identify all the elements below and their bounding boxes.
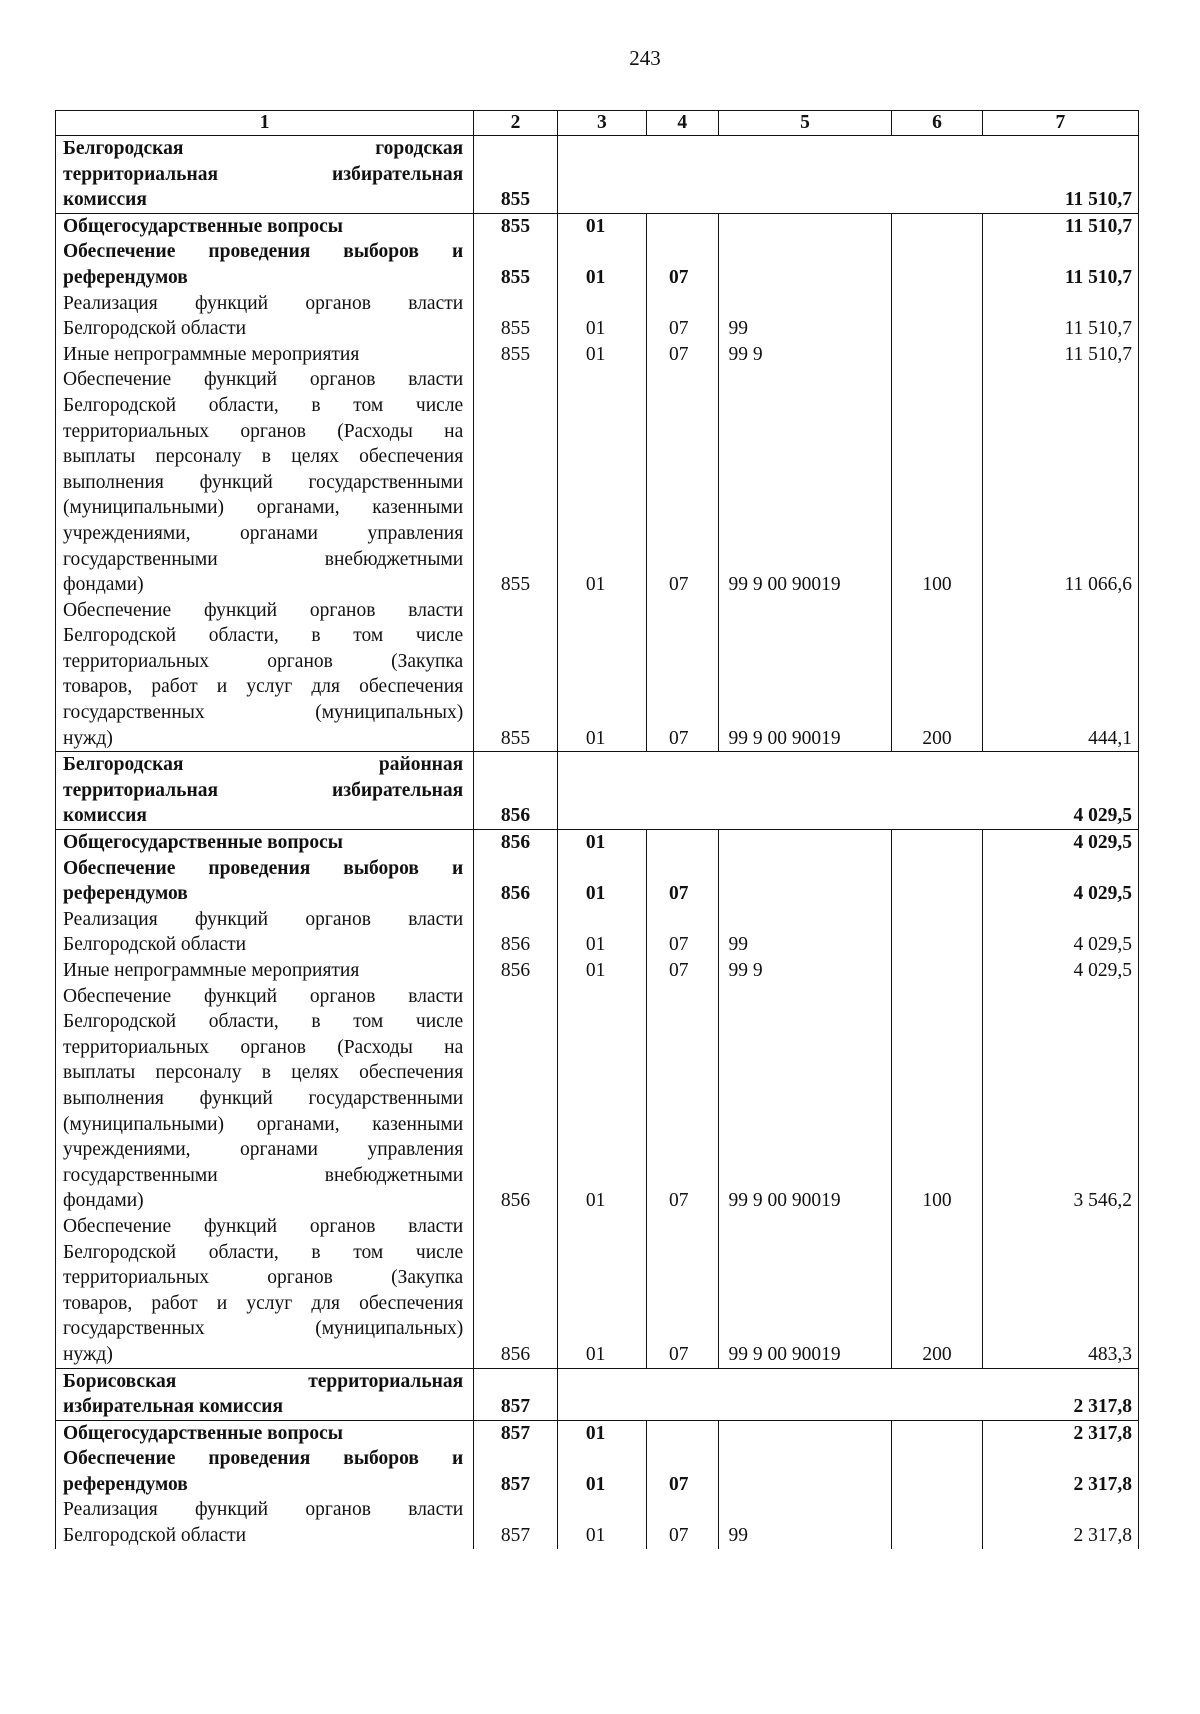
description-line: Белгородская городская bbox=[63, 138, 464, 159]
section-code bbox=[557, 136, 646, 214]
table-row bbox=[56, 958, 1139, 984]
row-description bbox=[56, 1420, 474, 1446]
amount: 3 546,2 bbox=[982, 984, 1138, 1214]
description-line: Реализация функций органов власти bbox=[63, 908, 464, 930]
section-code: 01 bbox=[557, 830, 646, 856]
table-row bbox=[56, 342, 1139, 368]
description-line: Общегосударственные вопросы bbox=[63, 832, 344, 854]
description-line: Общегосударственные вопросы bbox=[63, 215, 344, 237]
table-row bbox=[56, 136, 1139, 214]
section-code: 01 bbox=[557, 239, 646, 290]
amount: 11 510,7 bbox=[982, 213, 1138, 239]
subsection-code: 07 bbox=[647, 367, 719, 597]
admin-code: 855 bbox=[474, 239, 558, 290]
expense-type-code bbox=[892, 1420, 982, 1446]
target-article-code: 99 9 bbox=[718, 342, 892, 368]
section-code: 01 bbox=[557, 1446, 646, 1497]
expense-type-code bbox=[892, 1497, 982, 1548]
section-code: 01 bbox=[557, 958, 646, 984]
row-description bbox=[56, 1368, 474, 1420]
amount: 4 029,5 bbox=[982, 907, 1138, 958]
description-line: выполнения функций государственными bbox=[63, 1087, 464, 1109]
description-line: учреждениями, органами управления bbox=[63, 1139, 464, 1161]
row-description bbox=[56, 213, 474, 239]
description-line: нужд) bbox=[63, 727, 113, 749]
row-description bbox=[56, 367, 474, 597]
subsection-code bbox=[647, 136, 719, 214]
target-article-code: 99 9 00 90019 bbox=[718, 367, 892, 597]
target-article-code bbox=[718, 1368, 892, 1420]
description-line: Обеспечение проведения выборов и bbox=[63, 1448, 464, 1470]
admin-code: 855 bbox=[474, 291, 558, 342]
description-line: государственными внебюджетными bbox=[63, 1164, 464, 1186]
expense-type-code bbox=[892, 752, 982, 830]
budget-table bbox=[55, 110, 1139, 1549]
description-line: Белгородской области, в том числе bbox=[63, 1241, 464, 1263]
description-line: референдумов bbox=[63, 883, 188, 905]
table-row bbox=[56, 367, 1139, 597]
description-line: выплаты персоналу в целях обеспечения bbox=[63, 1062, 464, 1084]
admin-code: 857 bbox=[474, 1368, 558, 1420]
subsection-code bbox=[647, 830, 719, 856]
section-code: 01 bbox=[557, 367, 646, 597]
subsection-code bbox=[647, 213, 719, 239]
row-description bbox=[56, 136, 474, 214]
section-code: 01 bbox=[557, 1214, 646, 1368]
target-article-code: 99 bbox=[718, 291, 892, 342]
description-line: референдумов bbox=[63, 1473, 188, 1495]
row-description bbox=[56, 752, 474, 830]
description-line: (муниципальными) органами, казенными bbox=[63, 497, 464, 519]
amount: 11 510,7 bbox=[982, 239, 1138, 290]
description-line: Обеспечение функций органов власти bbox=[63, 985, 464, 1007]
amount: 2 317,8 bbox=[982, 1497, 1138, 1548]
description-line: комиссия bbox=[63, 189, 147, 211]
description-line: выплаты персоналу в целях обеспечения bbox=[63, 446, 464, 468]
expense-type-code bbox=[892, 239, 982, 290]
description-line: Белгородской области, в том числе bbox=[63, 394, 464, 416]
description-line: учреждениями, органами управления bbox=[63, 522, 464, 544]
subsection-code: 07 bbox=[647, 598, 719, 752]
amount: 11 510,7 bbox=[982, 342, 1138, 368]
subsection-code: 07 bbox=[647, 291, 719, 342]
budget-table-body bbox=[56, 111, 1139, 1549]
subsection-code: 07 bbox=[647, 1214, 719, 1368]
target-article-code: 99 9 00 90019 bbox=[718, 598, 892, 752]
section-code: 01 bbox=[557, 342, 646, 368]
expense-type-code: 100 bbox=[892, 367, 982, 597]
target-article-code bbox=[718, 239, 892, 290]
amount: 11 510,7 bbox=[982, 291, 1138, 342]
target-article-code: 99 9 00 90019 bbox=[718, 984, 892, 1214]
description-line: комиссия bbox=[63, 805, 147, 827]
target-article-code bbox=[718, 1446, 892, 1497]
row-description bbox=[56, 830, 474, 856]
column-header: 7 bbox=[982, 111, 1138, 136]
subsection-code bbox=[647, 1368, 719, 1420]
table-row bbox=[56, 1446, 1139, 1497]
description-line: Белгородской области bbox=[63, 1525, 247, 1547]
section-code bbox=[557, 1368, 646, 1420]
expense-type-code bbox=[892, 830, 982, 856]
description-line: фондами) bbox=[63, 1190, 144, 1212]
row-description bbox=[56, 907, 474, 958]
description-line: территориальная избирательная bbox=[63, 163, 464, 185]
section-code bbox=[557, 752, 646, 830]
expense-type-code bbox=[892, 856, 982, 907]
description-line: (муниципальными) органами, казенными bbox=[63, 1113, 464, 1135]
description-line: Иные непрограммные мероприятия bbox=[63, 960, 360, 981]
admin-code: 855 bbox=[474, 598, 558, 752]
subsection-code: 07 bbox=[647, 907, 719, 958]
description-line: государственных (муниципальных) bbox=[63, 702, 464, 724]
subsection-code bbox=[647, 752, 719, 830]
subsection-code: 07 bbox=[647, 342, 719, 368]
row-description bbox=[56, 1214, 474, 1368]
table-row bbox=[56, 907, 1139, 958]
admin-code: 855 bbox=[474, 342, 558, 368]
table-row bbox=[56, 830, 1139, 856]
expense-type-code bbox=[892, 1446, 982, 1497]
row-description bbox=[56, 342, 474, 368]
description-line: Общегосударственные вопросы bbox=[63, 1422, 344, 1444]
column-header: 4 bbox=[647, 111, 719, 136]
expense-type-code: 100 bbox=[892, 984, 982, 1214]
admin-code: 856 bbox=[474, 958, 558, 984]
column-header: 5 bbox=[718, 111, 892, 136]
subsection-code: 07 bbox=[647, 1497, 719, 1548]
subsection-code: 07 bbox=[647, 958, 719, 984]
amount: 444,1 bbox=[982, 598, 1138, 752]
expense-type-code bbox=[892, 291, 982, 342]
row-description bbox=[56, 598, 474, 752]
target-article-code bbox=[718, 752, 892, 830]
admin-code: 856 bbox=[474, 907, 558, 958]
table-row bbox=[56, 239, 1139, 290]
table-row bbox=[56, 1420, 1139, 1446]
column-header: 3 bbox=[557, 111, 646, 136]
amount: 4 029,5 bbox=[982, 752, 1138, 830]
target-article-code bbox=[718, 1420, 892, 1446]
target-article-code bbox=[718, 136, 892, 214]
row-description bbox=[56, 1497, 474, 1548]
section-code: 01 bbox=[557, 856, 646, 907]
row-description bbox=[56, 1446, 474, 1497]
target-article-code bbox=[718, 213, 892, 239]
section-code: 01 bbox=[557, 291, 646, 342]
table-row bbox=[56, 752, 1139, 830]
admin-code: 855 bbox=[474, 213, 558, 239]
amount: 2 317,8 bbox=[982, 1420, 1138, 1446]
column-header-row bbox=[56, 111, 1139, 136]
description-line: фондами) bbox=[63, 574, 144, 596]
table-row bbox=[56, 1497, 1139, 1548]
section-code: 01 bbox=[557, 213, 646, 239]
column-header: 2 bbox=[474, 111, 558, 136]
subsection-code: 07 bbox=[647, 239, 719, 290]
section-code: 01 bbox=[557, 984, 646, 1214]
target-article-code: 99 bbox=[718, 1497, 892, 1548]
description-line: нужд) bbox=[63, 1343, 113, 1365]
row-description bbox=[56, 984, 474, 1214]
row-description bbox=[56, 291, 474, 342]
description-line: Обеспечение проведения выборов и bbox=[63, 241, 464, 263]
description-line: Обеспечение проведения выборов и bbox=[63, 857, 464, 879]
description-line: Белгородской области bbox=[63, 318, 247, 340]
target-article-code bbox=[718, 856, 892, 907]
section-code: 01 bbox=[557, 1420, 646, 1446]
description-line: Реализация функций органов власти bbox=[63, 292, 464, 314]
amount: 4 029,5 bbox=[982, 830, 1138, 856]
target-article-code: 99 bbox=[718, 907, 892, 958]
description-line: Белгородской области bbox=[63, 934, 247, 956]
section-code: 01 bbox=[557, 1497, 646, 1548]
expense-type-code bbox=[892, 342, 982, 368]
expense-type-code bbox=[892, 213, 982, 239]
row-description bbox=[56, 958, 474, 984]
description-line: Обеспечение функций органов власти bbox=[63, 1215, 464, 1237]
expense-type-code: 200 bbox=[892, 1214, 982, 1368]
target-article-code bbox=[718, 830, 892, 856]
row-description bbox=[56, 239, 474, 290]
description-line: государственными внебюджетными bbox=[63, 548, 464, 570]
description-line: территориальных органов (Расходы на bbox=[63, 420, 464, 442]
amount: 2 317,8 bbox=[982, 1368, 1138, 1420]
table-row bbox=[56, 1214, 1139, 1368]
expense-type-code bbox=[892, 907, 982, 958]
description-line: территориальных органов (Закупка bbox=[63, 1267, 464, 1289]
amount: 4 029,5 bbox=[982, 856, 1138, 907]
section-code: 01 bbox=[557, 907, 646, 958]
subsection-code: 07 bbox=[647, 856, 719, 907]
admin-code: 856 bbox=[474, 830, 558, 856]
description-line: Обеспечение функций органов власти bbox=[63, 599, 464, 621]
description-line: Белгородской области, в том числе bbox=[63, 625, 464, 647]
description-line: избирательная комиссия bbox=[63, 1396, 284, 1418]
admin-code: 857 bbox=[474, 1420, 558, 1446]
admin-code: 856 bbox=[474, 984, 558, 1214]
subsection-code: 07 bbox=[647, 984, 719, 1214]
description-line: товаров, работ и услуг для обеспечения bbox=[63, 676, 464, 698]
page-number: 243 bbox=[629, 46, 661, 70]
description-line: государственных (муниципальных) bbox=[63, 1318, 464, 1340]
amount: 2 317,8 bbox=[982, 1446, 1138, 1497]
admin-code: 857 bbox=[474, 1446, 558, 1497]
amount: 4 029,5 bbox=[982, 958, 1138, 984]
amount: 483,3 bbox=[982, 1214, 1138, 1368]
table-row bbox=[56, 984, 1139, 1214]
description-line: Борисовская территориальная bbox=[63, 1370, 464, 1392]
description-line: территориальная избирательная bbox=[63, 779, 464, 801]
description-line: выполнения функций государственными bbox=[63, 471, 464, 493]
admin-code: 855 bbox=[474, 367, 558, 597]
expense-type-code bbox=[892, 136, 982, 214]
amount: 11 066,6 bbox=[982, 367, 1138, 597]
description-line: Иные непрограммные мероприятия bbox=[63, 343, 360, 365]
subsection-code bbox=[647, 1420, 719, 1446]
admin-code: 857 bbox=[474, 1497, 558, 1548]
column-header: 1 bbox=[56, 111, 474, 136]
amount: 11 510,7 bbox=[982, 136, 1138, 214]
column-header: 6 bbox=[892, 111, 982, 136]
admin-code: 855 bbox=[474, 136, 558, 214]
description-line: референдумов bbox=[63, 266, 188, 288]
table-row bbox=[56, 598, 1139, 752]
table-row bbox=[56, 213, 1139, 239]
description-line: Белгородской области, в том числе bbox=[63, 1011, 464, 1033]
section-code: 01 bbox=[557, 598, 646, 752]
target-article-code: 99 9 00 90019 bbox=[718, 1214, 892, 1368]
description-line: Белгородская районная bbox=[63, 754, 464, 776]
description-line: территориальных органов (Расходы на bbox=[63, 1036, 464, 1058]
table-row bbox=[56, 856, 1139, 907]
row-description bbox=[56, 856, 474, 907]
description-line: Обеспечение функций органов власти bbox=[63, 369, 464, 391]
description-line: территориальных органов (Закупка bbox=[63, 650, 464, 672]
description-line: товаров, работ и услуг для обеспечения bbox=[63, 1292, 464, 1314]
table-row bbox=[56, 1368, 1139, 1420]
admin-code: 856 bbox=[474, 856, 558, 907]
description-line: Реализация функций органов власти bbox=[63, 1499, 464, 1521]
admin-code: 856 bbox=[474, 752, 558, 830]
expense-type-code bbox=[892, 1368, 982, 1420]
subsection-code: 07 bbox=[647, 1446, 719, 1497]
expense-type-code: 200 bbox=[892, 598, 982, 752]
target-article-code: 99 9 bbox=[718, 958, 892, 984]
expense-type-code bbox=[892, 958, 982, 984]
admin-code: 856 bbox=[474, 1214, 558, 1368]
table-row bbox=[56, 291, 1139, 342]
